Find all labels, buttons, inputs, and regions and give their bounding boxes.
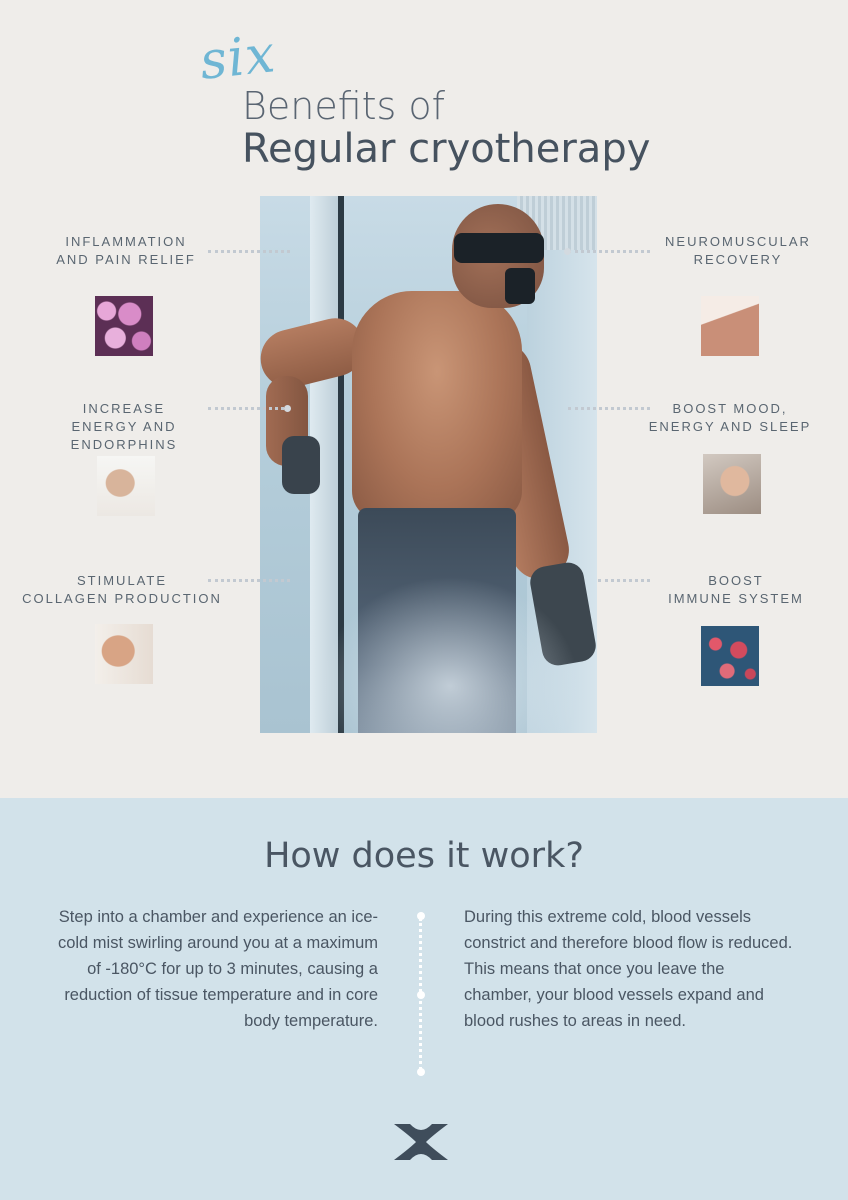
connector-dots: [568, 407, 650, 410]
woman-face-image: [95, 624, 153, 684]
connector-dot: [564, 248, 571, 255]
title-line-2: Regular cryotherapy: [242, 126, 651, 172]
how-right-paragraph: During this extreme cold, blood vessels constrict and therefore blood flow is reduced. This means that once you leave the chamber, your blood vessels expand and blood rushes to areas in need.: [464, 908, 793, 1030]
cells-image: [95, 296, 153, 356]
divider-dot: [417, 912, 425, 920]
shoulder-image: [701, 296, 759, 356]
benefit-label-energy-endorphins: INCREASE ENERGY AND ENDORPHINS: [70, 401, 178, 452]
connector-dots: [208, 250, 290, 253]
benefit-label-collagen: STIMULATE COLLAGEN PRODUCTION: [22, 573, 222, 606]
divider-dot: [417, 1068, 425, 1076]
benefit-label-inflammation: INFLAMMATION AND PAIN RELIEF: [56, 234, 196, 267]
connector-dot: [284, 405, 291, 412]
how-left-paragraph: Step into a chamber and experience an ice-cold mist swirling around you at a maximum of -180°C for up to 3 minutes, causing a reduction of tissue temperature and in core body temperature.: [57, 908, 378, 1030]
benefit-label-neuromuscular: NEUROMUSCULAR RECOVERY: [665, 234, 811, 267]
connector-dots: [598, 579, 650, 582]
benefit-label-immune: BOOST IMMUNE SYSTEM: [668, 573, 804, 606]
benefit-label-mood-sleep: BOOST MOOD, ENERGY AND SLEEP: [648, 401, 812, 434]
script-word-six: six: [197, 24, 279, 92]
connector-dots: [208, 579, 290, 582]
title-line-1: Benefits of: [242, 84, 446, 128]
how-heading: How does it work?: [264, 836, 584, 876]
sleeping-woman-image: [703, 454, 761, 514]
stretching-woman-image: [97, 456, 155, 516]
cryotherapy-man-photo: [260, 196, 597, 733]
virus-image: [701, 626, 759, 686]
x-brand-logo: [392, 1122, 450, 1162]
connector-dots: [208, 407, 290, 410]
divider-dot: [417, 991, 425, 999]
connector-dots: [568, 250, 650, 253]
